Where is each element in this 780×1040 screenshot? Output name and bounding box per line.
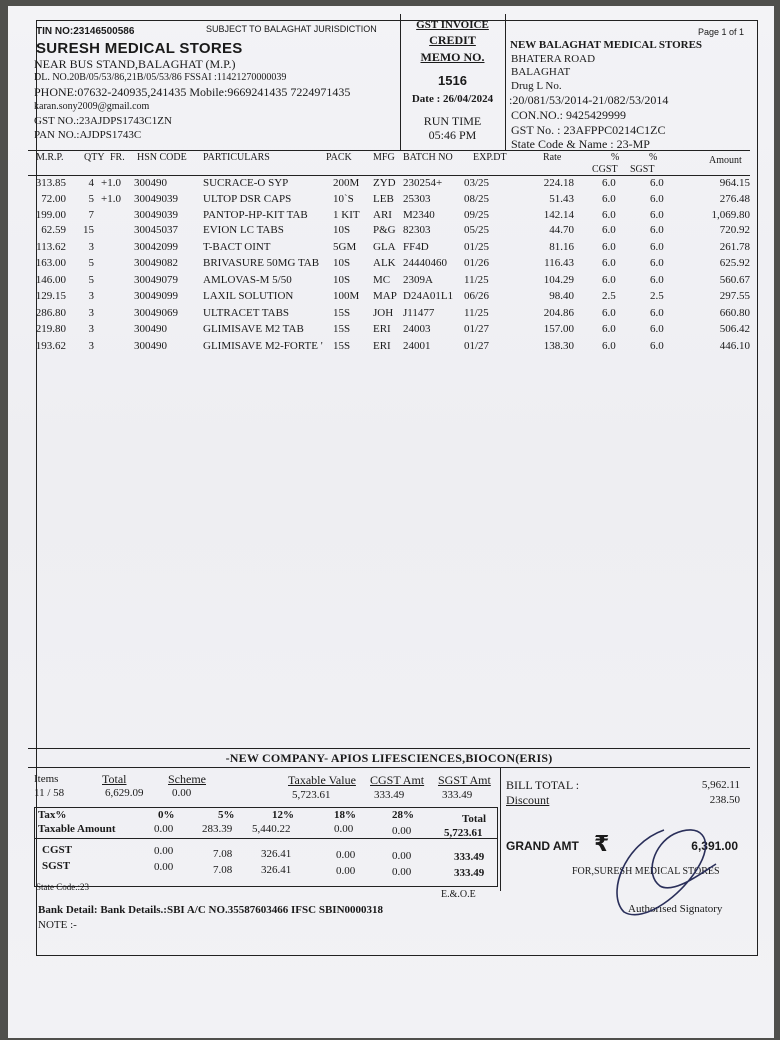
col-rate: Rate (543, 152, 562, 163)
cell-cgst: 6.0 (602, 224, 616, 236)
tax-taxable-5: 283.39 (202, 823, 233, 835)
cell-sgst: 6.0 (650, 224, 664, 236)
cell-amount: 625.92 (719, 257, 750, 269)
cell-sgst: 6.0 (650, 274, 664, 286)
bill-total-value: 5,962.11 (701, 779, 740, 791)
buyer-con-no: CON.NO.: 9425429999 (511, 108, 627, 122)
tax-sgst-0: 0.00 (154, 861, 174, 873)
cell-batch: D24A01L1 (403, 290, 454, 302)
tax-sgst-5: 7.08 (213, 864, 233, 876)
seller-phone: PHONE:07632-240935,241435 Mobile:9669241435 7224971435 (34, 85, 351, 99)
table-row (30, 241, 750, 257)
cell-free: +1.0 (101, 177, 121, 189)
col-qty: QTY (84, 152, 105, 163)
total-label: Total (102, 772, 127, 786)
cell-cgst: 6.0 (602, 307, 616, 319)
cell-batch: 24001 (403, 340, 431, 352)
cell-hsn: 300490 (134, 177, 167, 189)
table-row (30, 274, 750, 290)
table-row (30, 290, 750, 306)
col-exp: EXP.DT (473, 152, 507, 163)
cell-batch: 25303 (403, 193, 431, 205)
tax-sgst-total: 333.49 (454, 867, 485, 879)
cell-pack: 200M (333, 177, 360, 189)
sgst-amt-label: SGST Amt (438, 773, 491, 787)
header-rule (28, 150, 750, 151)
bank-detail: Bank Detail: Bank Details.:SBI A/C NO.35587603466 IFSC SBIN0000318 (38, 904, 384, 916)
cell-amount: 964.15 (719, 177, 750, 189)
col-batch: BATCH NO (403, 152, 453, 163)
tax-cgst-12: 326.41 (261, 848, 292, 860)
cell-sgst: 6.0 (650, 193, 664, 205)
cell-pack: 10S (333, 257, 351, 269)
cell-exp: 09/25 (464, 209, 490, 221)
cell-pack: 15S (333, 340, 351, 352)
cell-mfg: ZYD (373, 177, 396, 189)
cell-rate: 104.29 (543, 274, 574, 286)
cell-mfg: ERI (373, 340, 391, 352)
tax-taxable-label: Taxable Amount (38, 823, 116, 835)
cell-exp: 11/25 (464, 307, 489, 319)
cell-mrp: 219.80 (35, 323, 66, 335)
cell-sgst: 6.0 (650, 209, 664, 221)
cell-mfg: MC (373, 274, 391, 286)
tax-taxable-28: 0.00 (392, 825, 412, 837)
buyer-road: BHATERA ROAD (511, 53, 596, 65)
cell-particulars: ULTRACET TABS (203, 307, 290, 319)
cell-amount: 720.92 (719, 224, 750, 236)
cell-sgst: 6.0 (650, 323, 664, 335)
cell-sgst: 6.0 (650, 177, 664, 189)
cell-exp: 05/25 (464, 224, 490, 236)
col-pack: PACK (326, 152, 352, 163)
cell-particulars: SUCRACE-O SYP (203, 177, 289, 189)
cell-rate: 51.43 (549, 193, 574, 205)
seller-email: karan.sony2009@gmail.com (34, 101, 150, 112)
tax-cgst-total: 333.49 (454, 851, 485, 863)
eoe: E.&.O.E (441, 889, 476, 900)
cell-pack: 10S (333, 274, 351, 286)
tax-sgst-12: 326.41 (261, 864, 292, 876)
cell-cgst: 2.5 (602, 290, 616, 302)
buyer-drug-no: :20/081/53/2014-21/082/53/2014 (509, 93, 669, 107)
cell-mfg: ARI (373, 209, 392, 221)
cell-amount: 261.78 (719, 241, 750, 253)
tax-hdr-total: Total (462, 813, 487, 825)
cell-batch: 24003 (403, 323, 431, 335)
invoice-type: CREDIT (429, 33, 476, 47)
taxable-value: 5,723.61 (292, 789, 331, 801)
cell-amount: 446.10 (719, 340, 750, 352)
cell-qty: 4 (88, 177, 94, 189)
cell-qty: 3 (88, 323, 94, 335)
buyer-city: BALAGHAT (511, 66, 571, 78)
seller-dl: DL. NO.20B/05/53/86,21B/05/53/86 FSSAI :11421270000039 (34, 72, 287, 83)
cell-amount: 660.80 (719, 307, 750, 319)
cell-mfg: GLA (373, 241, 396, 253)
items-label: Items (34, 773, 59, 785)
cgst-amt-value: 333.49 (374, 789, 405, 801)
cell-amount: 1,069.80 (711, 209, 750, 221)
cell-mrp: 286.80 (35, 307, 66, 319)
cell-particulars: T-BACT OINT (203, 241, 271, 253)
buyer-state: State Code & Name : 23-MP (511, 137, 650, 151)
cell-qty: 5 (88, 274, 94, 286)
tax-taxable-18: 0.00 (334, 823, 354, 835)
cell-rate: 98.40 (549, 290, 574, 302)
tax-taxable-12: 5,440.22 (252, 823, 291, 835)
cell-particulars: AMLOVAS-M 5/50 (203, 274, 292, 286)
cell-hsn: 30049039 (134, 209, 178, 221)
col-sgst: SGST (630, 164, 655, 175)
table-row (30, 224, 750, 240)
table-row (30, 307, 750, 323)
cell-rate: 204.86 (543, 307, 574, 319)
cell-amount: 560.67 (719, 274, 750, 286)
cell-hsn: 30049069 (134, 307, 178, 319)
total-value: 6,629.09 (105, 787, 144, 799)
cell-hsn: 300490 (134, 340, 167, 352)
cell-cgst: 6.0 (602, 177, 616, 189)
col-mfg: MFG (373, 152, 395, 163)
cell-hsn: 300490 (134, 323, 167, 335)
cell-rate: 81.16 (549, 241, 574, 253)
memo-label: MEMO NO. (420, 50, 485, 64)
cell-particulars: PANTOP-HP-KIT TAB (203, 209, 308, 221)
cell-mrp: 72.00 (41, 193, 66, 205)
cell-hsn: 30045037 (134, 224, 178, 236)
cell-mrp: 129.15 (35, 290, 66, 302)
tax-sgst-18: 0.00 (336, 865, 356, 877)
buyer-name: NEW BALAGHAT MEDICAL STORES (510, 39, 703, 51)
tax-cgst-28: 0.00 (392, 850, 412, 862)
cell-mrp: 193.62 (35, 340, 66, 352)
cell-particulars: ULTOP DSR CAPS (203, 193, 292, 205)
discount-label: Discount (506, 793, 550, 807)
cell-exp: 06/26 (464, 290, 490, 302)
cgst-amt-label: CGST Amt (370, 773, 425, 787)
cell-qty: 15 (83, 224, 94, 236)
cell-exp: 01/27 (464, 323, 490, 335)
tax-hdr-28: 28% (392, 809, 414, 821)
seller-name: SURESH MEDICAL STORES (36, 40, 243, 57)
tax-cgst-18: 0.00 (336, 849, 356, 861)
seller-gst: GST NO.:23AJDPS1743C1ZN (34, 115, 172, 127)
cell-cgst: 6.0 (602, 241, 616, 253)
cell-exp: 08/25 (464, 193, 490, 205)
cell-sgst: 2.5 (650, 290, 664, 302)
cell-exp: 01/26 (464, 257, 490, 269)
cell-pack: 1 KIT (333, 209, 360, 221)
cell-mfg: P&G (373, 224, 396, 236)
authorised-signatory: Authorised Signatory (628, 903, 723, 915)
table-row (30, 340, 750, 356)
cell-pack: 5GM (333, 241, 357, 253)
col-sgst-pct: % (649, 152, 658, 163)
state-code: State Code.:23 (36, 882, 89, 892)
grand-amt-label: GRAND AMT (506, 839, 579, 853)
cell-exp: 11/25 (464, 274, 489, 286)
cell-mrp: 163.00 (35, 257, 66, 269)
cell-hsn: 30049039 (134, 193, 178, 205)
tax-hdr-5: 5% (218, 809, 235, 821)
run-time-label: RUN TIME (423, 114, 482, 128)
cell-particulars: EVION LC TABS (203, 224, 284, 236)
header-rule (28, 175, 750, 176)
cell-batch: 24440460 (403, 257, 447, 269)
items-value: 11 / 58 (34, 787, 65, 799)
col-cgst: CGST (592, 164, 618, 175)
cell-sgst: 6.0 (650, 241, 664, 253)
cell-mfg: JOH (373, 307, 394, 319)
col-amount: Amount (709, 155, 742, 166)
seller-pan: PAN NO.:AJDPS1743C (34, 129, 142, 141)
cell-mrp: 113.62 (36, 241, 66, 253)
tax-hdr-12: 12% (272, 809, 294, 821)
table-row (30, 209, 750, 225)
cell-qty: 3 (88, 340, 94, 352)
memo-number: 1516 (438, 73, 467, 88)
signature-icon (604, 824, 722, 920)
divider (505, 14, 506, 150)
note: NOTE :- (38, 919, 77, 931)
cell-pack: 100M (333, 290, 360, 302)
cell-mrp: 146.00 (35, 274, 66, 286)
footer-rule (28, 767, 750, 768)
cell-batch: J11477 (403, 307, 435, 319)
tax-taxable-total: 5,723.61 (444, 827, 483, 839)
cell-amount: 276.48 (719, 193, 750, 205)
cell-pack: 10S (333, 224, 351, 236)
invoice-date: Date : 26/04/2024 (411, 93, 494, 105)
cell-sgst: 6.0 (650, 307, 664, 319)
table-row (30, 177, 750, 193)
scheme-value: 0.00 (172, 787, 192, 799)
cell-particulars: BRIVASURE 50MG TAB (203, 257, 320, 269)
cell-exp: 03/25 (464, 177, 490, 189)
cell-mrp: 62.59 (41, 224, 66, 236)
buyer-drug-label: Drug L No. (511, 80, 562, 92)
table-row (30, 193, 750, 209)
buyer-gst: GST No. : 23AFPPC0214C1ZC (511, 123, 666, 137)
cell-qty: 5 (88, 193, 94, 205)
cell-qty: 3 (88, 307, 94, 319)
cell-rate: 44.70 (549, 224, 574, 236)
tax-cgst-5: 7.08 (213, 848, 233, 860)
bill-total-label: BILL TOTAL : (506, 778, 580, 792)
tax-hdr-18: 18% (334, 809, 356, 821)
cell-cgst: 6.0 (602, 323, 616, 335)
for-store: FOR,SURESH MEDICAL STORES (572, 866, 720, 877)
cell-amount: 506.42 (719, 323, 750, 335)
cell-rate: 138.30 (543, 340, 574, 352)
cell-qty: 3 (88, 290, 94, 302)
discount-value: 238.50 (709, 794, 740, 806)
cell-batch: 82303 (403, 224, 431, 236)
cell-cgst: 6.0 (602, 209, 616, 221)
cell-pack: 15S (333, 307, 351, 319)
cell-hsn: 30042099 (134, 241, 178, 253)
cell-sgst: 6.0 (650, 340, 664, 352)
cell-rate: 224.18 (543, 177, 574, 189)
cell-cgst: 6.0 (602, 340, 616, 352)
cell-hsn: 30049082 (134, 257, 178, 269)
divider (500, 767, 501, 891)
cell-hsn: 30049099 (134, 290, 178, 302)
cell-qty: 3 (88, 241, 94, 253)
cell-batch: FF4D (403, 241, 429, 253)
jurisdiction: SUBJECT TO BALAGHAT JURISDICTION (206, 24, 377, 34)
cell-qty: 7 (88, 209, 94, 221)
sgst-amt-value: 333.49 (442, 789, 473, 801)
cell-rate: 116.43 (544, 257, 574, 269)
cell-cgst: 6.0 (602, 193, 616, 205)
tax-sgst-28: 0.00 (392, 866, 412, 878)
tax-cgst-0: 0.00 (154, 845, 174, 857)
grand-amt-value: 6,391.00 (691, 839, 738, 853)
cell-mrp: 199.00 (35, 209, 66, 221)
page-number: Page 1 of 1 (698, 27, 745, 37)
cell-rate: 157.00 (543, 323, 574, 335)
cell-rate: 142.14 (543, 209, 574, 221)
tax-hdr-0: 0% (158, 809, 175, 821)
cell-sgst: 6.0 (650, 257, 664, 269)
table-row (30, 257, 750, 273)
cell-batch: M2340 (403, 209, 435, 221)
cell-hsn: 30049079 (134, 274, 178, 286)
seller-tin: TIN NO:23146500586 (36, 26, 135, 37)
cell-batch: 2309A (403, 274, 433, 286)
scheme-label: Scheme (168, 772, 206, 786)
cell-free: +1.0 (101, 193, 121, 205)
cell-pack: 10`S (333, 193, 354, 205)
cell-qty: 5 (88, 257, 94, 269)
table-row (30, 323, 750, 339)
col-cgst-pct: % (611, 152, 620, 163)
cell-mfg: LEB (373, 193, 394, 205)
col-fr: FR. (110, 152, 125, 163)
cell-mfg: ERI (373, 323, 391, 335)
cell-batch: 230254+ (403, 177, 443, 189)
cell-cgst: 6.0 (602, 257, 616, 269)
col-mrp: M.R.P. (36, 152, 64, 163)
company-line: -NEW COMPANY- APIOS LIFESCIENCES,BIOCON(ERIS) (225, 751, 553, 765)
seller-address: NEAR BUS STAND,BALAGHAT (M.P.) (34, 57, 236, 71)
footer-rule (28, 748, 750, 749)
cell-pack: 15S (333, 323, 351, 335)
cell-mfg: MAP (373, 290, 397, 302)
tax-table-rule (34, 838, 498, 839)
tax-cgst-label: CGST (42, 844, 72, 856)
cell-amount: 297.55 (719, 290, 750, 302)
tax-sgst-label: SGST (42, 860, 71, 872)
cell-particulars: GLIMISAVE M2-FORTE ' (203, 340, 323, 352)
cell-exp: 01/27 (464, 340, 490, 352)
col-particulars: PARTICULARS (203, 152, 270, 163)
tax-hdr-label: Tax% (38, 809, 67, 821)
cell-particulars: GLIMISAVE M2 TAB (203, 323, 304, 335)
col-hsn: HSN CODE (137, 152, 187, 163)
cell-mfg: ALK (373, 257, 396, 269)
run-time: 05:46 PM (428, 128, 477, 142)
taxable-label: Taxable Value (288, 773, 356, 787)
cell-particulars: LAXIL SOLUTION (203, 290, 294, 302)
cell-exp: 01/25 (464, 241, 490, 253)
invoice-title: GST INVOICE (416, 19, 489, 31)
cell-cgst: 6.0 (602, 274, 616, 286)
tax-taxable-0: 0.00 (154, 823, 174, 835)
rupee-icon: ₹ (594, 832, 610, 857)
cell-mrp: 313.85 (35, 177, 66, 189)
